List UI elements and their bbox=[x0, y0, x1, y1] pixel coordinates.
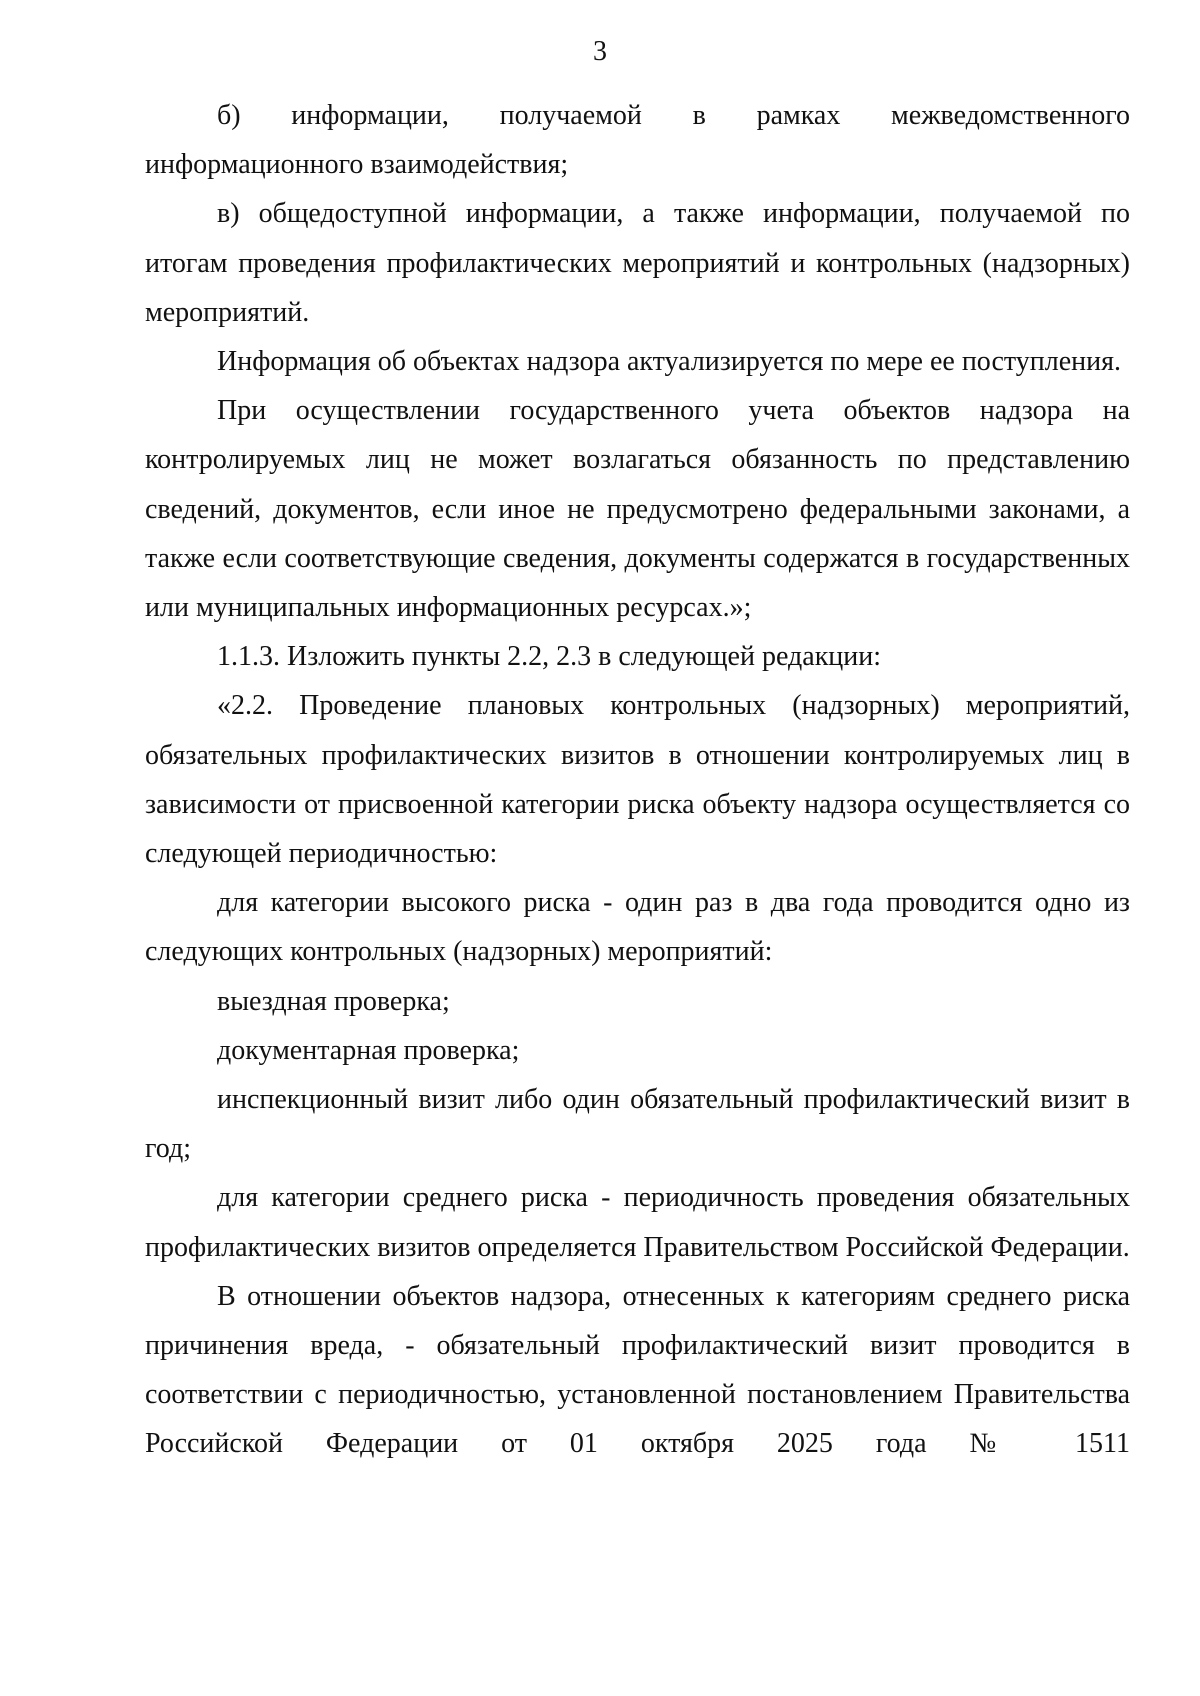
list-item-document-inspection: документарная проверка; bbox=[217, 1034, 520, 1066]
paragraph-high-risk: для категории высокого риска - один раз в два года проводится одно из следующих контрольных (надзорных) мероприятий: bbox=[145, 887, 1130, 968]
paragraph-1-1-3: 1.1.3. Изложить пункты 2.2, 2.3 в следующей редакции: bbox=[217, 641, 882, 673]
list-item-inspection-visit: инспекционный визит либо один обязательный профилактический визит в год; bbox=[145, 1084, 1130, 1165]
paragraph-v-public-info: в) общедоступной информации, а также информации, получаемой по итогам проведения профилактических мероприятий и контрольных (надзорных) мероприятий. bbox=[145, 198, 1130, 328]
paragraph-medium-risk: для категории среднего риска - периодичность проведения обязательных профилактических визитов определяется Правительством Российской Федерации. bbox=[145, 1182, 1130, 1263]
document-body bbox=[145, 91, 1130, 1469]
paragraph-2-2: «2.2. Проведение плановых контрольных (надзорных) мероприятий, обязательных профилактических визитов в отношении контролируемых лиц в зависимости от присвоенной категории риска объекту надзора осуществляется со следующей периодичностью: bbox=[145, 690, 1130, 870]
paragraph-b-interagency-info: б) информации, получаемой в рамках межведомственного информационного взаимодействия; bbox=[145, 100, 1130, 181]
paragraph-info-update: Информация об объектах надзора актуализируется по мере ее поступления. bbox=[217, 346, 1122, 378]
paragraph-medium-risk-objects: В отношении объектов надзора, отнесенных к категориям среднего риска причинения вреда, - обязательный профилактический визит проводится в соответствии с периодичностью, установленной постановлением Правительства Российской Федерации от 01 октября 2025 года № 1511 bbox=[145, 1280, 1130, 1460]
list-item-field-inspection: выездная проверка; bbox=[217, 985, 450, 1017]
paragraph-state-accounting: При осуществлении государственного учета объектов надзора на контролируемых лиц не может возлагаться обязанность по представлению сведений, документов, если иное не предусмотрено федеральными законами, а также если соответствующие сведения, документы содержатся в государственных или муниципальных информационных ресурсах.»; bbox=[145, 395, 1130, 624]
page-number: 3 bbox=[593, 36, 607, 67]
